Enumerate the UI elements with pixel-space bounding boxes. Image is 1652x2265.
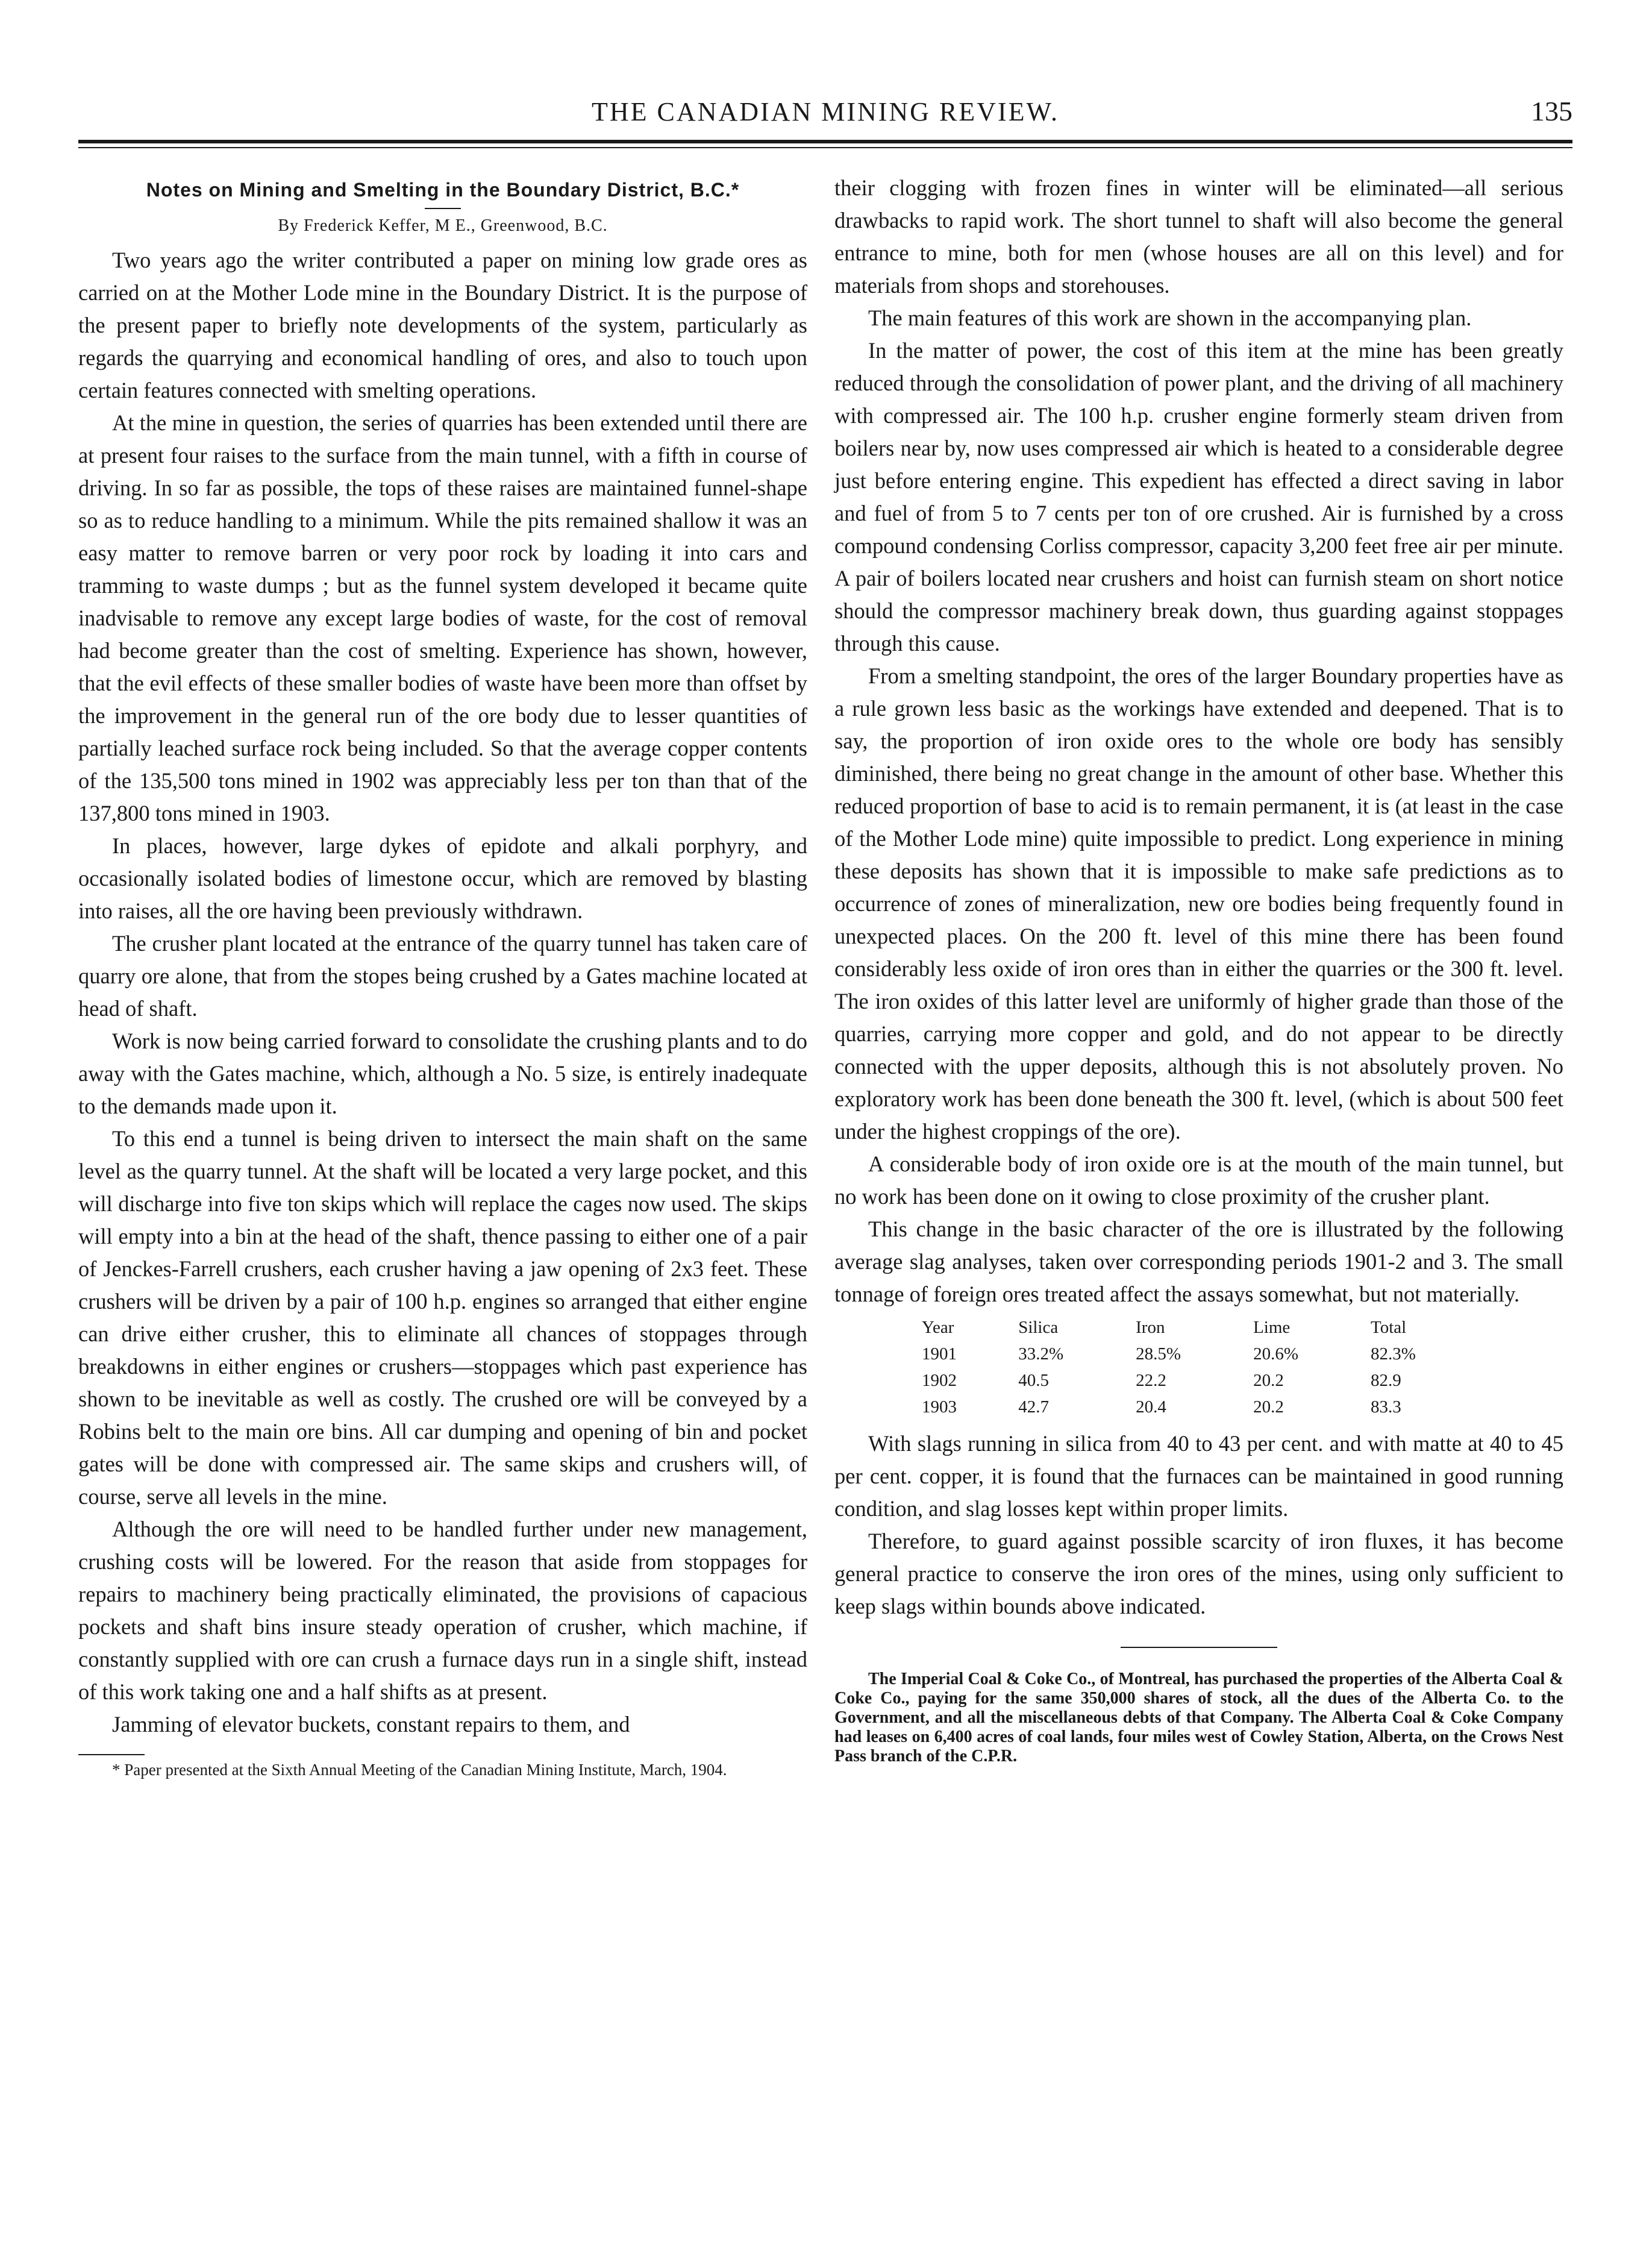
paragraph: From a smelting standpoint, the ores of the larger Boundary properties have as a rule grown less basic as the workings have extended and deepened. That is to say, the proportion of iron oxide ores to the whole ore body has sensibly diminished, there being no great change in the amount of other base. Whether this reduced proportion of base to acid is to remain permanent, it is (at least in the case of the Mother Lode mine) quite impossible to predict. Long experience in mining these deposits has shown that it is impossible to make safe predictions as to occurrence of zones of mineralization, new ore bodies being frequently found in unexpected places. On the 200 ft. level of this mine there has been found considerably less oxide of iron ores than in either the quarries or the 300 ft. level. The iron oxides of this latter level are uniformly of higher grade than those of the quarries, carrying more copper and gold, and do not appear to be directly connected with the upper deposits, although this is not absolutely proven. No exploratory work has been done beneath the 300 ft. level, (which is about 500 feet under the highest croppings of the ore). — [834, 663, 1563, 1144]
table-cell: 83.3 — [1371, 1397, 1401, 1417]
table-cell: 20.2 — [1253, 1397, 1284, 1417]
table-cell: 22.2 — [1136, 1371, 1166, 1390]
table-row — [916, 1367, 1482, 1394]
running-title: THE CANADIAN MINING REVIEW. — [592, 97, 1059, 127]
article-byline: By Frederick Keffer, M E., Greenwood, B.C. — [278, 216, 608, 235]
news-note: The Imperial Coal & Coke Co., of Montreal, has purchased the properties of the Alberta Coal & Coke Co., paying for the same 350,000 shares of stock, all the dues of the Alberta Co. to the Government, and all the miscellaneous debts of that Company. The Alberta Coal & Coke Company had leases on 6,400 acres of coal lands, four miles west of Cowley Station, Alberta, on the Crows Nest Pass branch of the C.P.R. — [834, 1670, 1563, 1765]
article-title: Notes on Mining and Smelting in the Boundary District, B.C.* — [146, 179, 740, 201]
table-cell: 40.5 — [1018, 1371, 1049, 1390]
page-number: 135 — [1531, 96, 1572, 127]
table-cell: 82.9 — [1371, 1371, 1401, 1390]
table-cell: 1903 — [922, 1397, 957, 1417]
table-cell: 82.3% — [1371, 1344, 1416, 1364]
paragraph: Work is now being carried forward to consolidate the crushing plants and to do away with the Gates machine, which, although a No. 5 size, is entirely inadequate to the demands made upon it. — [78, 1029, 807, 1118]
section-divider — [1121, 1647, 1277, 1648]
table-cell: 28.5% — [1136, 1344, 1181, 1364]
table-header: Lime — [1253, 1318, 1291, 1337]
table-header: Silica — [1018, 1318, 1059, 1337]
paragraph: Although the ore will need to be handled further under new management, crushing costs will be lowered. For the reason that aside from stoppages for repairs to machinery being practically eliminated, the provisions of capacious pockets and shaft bins insure steady operation of crusher, which machine, if constantly supplied with ore can crush a furnace days run in a single shift, instead of this work taking one and a half shifts as at present. — [78, 1517, 807, 1704]
table-header: Year — [922, 1318, 954, 1337]
paragraph: In the matter of power, the cost of this item at the mine has been greatly reduced through the consolidation of power plant, and the driving of all machinery with compressed air. The 100 h.p. crusher engine formerly steam driven from boilers near by, now uses compressed air which is heated to a considerable degree just before entering engine. This expedient has effected a direct saving in labor and fuel of from 5 to 7 cents per ton of ore crushed. Air is furnished by a cross compound condensing Corliss compressor, capacity 3,200 feet free air per minute. A pair of boilers located near crushers and hoist can furnish steam on short notice should the compressor machinery break down, thus guarding against stoppages through this cause. — [834, 338, 1563, 656]
paragraph: In places, however, large dykes of epidote and alkali porphyry, and occasionally isolated bodies of limestone occur, which are removed by blasting into raises, all the ore having been previously withdrawn. — [78, 833, 807, 923]
title-divider — [425, 208, 461, 209]
right-column — [834, 172, 1563, 1766]
paragraph: To this end a tunnel is being driven to intersect the main shaft on the same level as the quarry tunnel. At the shaft will be located a very large pocket, and this will discharge into five ton skips which will replace the cages now used. The skips will empty into a bin at the head of the shaft, thence passing to either one of a pair of Jenckes-Farrell crushers, each crusher having a jaw opening of 2x3 feet. These crushers will be driven by a pair of 100 h.p. engines so arranged that either engine can drive either crusher, this to eliminate all chances of stoppages through breakdowns in either engines or crushers—stoppages which past experience has shown to be inevitable as well as costly. The crushed ore will be conveyed by a Robins belt to the main ore bins. All car dumping and opening of bin and pocket gates will be done with compressed air. The same skips and crushers will, of course, serve all levels in the mine. — [78, 1126, 807, 1509]
paragraph: their clogging with frozen fines in winter will be eliminated—all serious drawbacks to rapid work. The short tunnel to shaft will also become the general entrance to mine, both for men (whose houses are all on this level) and for materials from shops and storehouses. — [834, 175, 1563, 298]
table-row — [916, 1394, 1482, 1420]
left-column — [78, 172, 807, 1779]
table-row — [916, 1341, 1482, 1367]
table-cell: 1901 — [922, 1344, 957, 1364]
page-header — [78, 90, 1572, 139]
table-header: Total — [1371, 1318, 1407, 1337]
paragraph: This change in the basic character of the ore is illustrated by the following average slag analyses, taken over corresponding periods 1901-2 and 3. The small tonnage of foreign ores treated affect the assays somewhat, but not materially. — [834, 1217, 1563, 1306]
table-cell: 20.2 — [1253, 1371, 1284, 1390]
table-cell: 33.2% — [1018, 1344, 1064, 1364]
table-cell: 1902 — [922, 1371, 957, 1390]
slag-analysis-table — [916, 1314, 1482, 1420]
header-rule-thick — [78, 140, 1572, 143]
paragraph: At the mine in question, the series of quarries has been extended until there are at present four raises to the surface from the main tunnel, with a fifth in course of driving. In so far as possible, the tops of these raises are maintained funnel-shape so as to reduce handling to a minimum. While the pits remained shallow it was an easy matter to remove barren or very poor rock by loading it into cars and tramming to waste dumps ; but as the funnel system developed it became quite inadvisable to remove any except large bodies of waste, for the cost of removal had become greater than the cost of smelting. Experience has shown, however, that the evil effects of these smaller bodies of waste have been more than offset by the improvement in the general run of the ore body due to lesser quantities of partially leached surface rock being included. So that the average copper contents of the 135,500 tons mined in 1902 was appreciably less per ton than that of the 137,800 tons mined in 1903. — [78, 410, 807, 825]
table-cell: 20.6% — [1253, 1344, 1298, 1364]
paragraph: Therefore, to guard against possible scarcity of iron fluxes, it has become general practice to conserve the iron ores of the mines, using only sufficient to keep slags within bounds above indicated. — [834, 1529, 1563, 1618]
footnote-divider — [78, 1754, 145, 1755]
paragraph: The main features of this work are shown in the accompanying plan. — [868, 305, 1472, 330]
table-cell: 20.4 — [1136, 1397, 1166, 1417]
paragraph: With slags running in silica from 40 to 43 per cent. and with matte at 40 to 45 per cent. copper, it is found that the furnaces can be maintained in good running condition, and slag losses kept within proper limits. — [834, 1431, 1563, 1521]
table-cell: 42.7 — [1018, 1397, 1049, 1417]
paragraph: Two years ago the writer contributed a paper on mining low grade ores as carried on at the Mother Lode mine in the Boundary District. It is the purpose of the present paper to briefly note developments of the system, particularly as regards the quarrying and economical handling of ores, and also to touch upon certain features connected with smelting operations. — [78, 248, 807, 403]
table-header: Iron — [1136, 1318, 1165, 1337]
table-header-row — [916, 1314, 1482, 1341]
paragraph: Jamming of elevator buckets, constant repairs to them, and — [112, 1712, 630, 1737]
footnote: * Paper presented at the Sixth Annual Meeting of the Canadian Mining Institute, March, 1904. — [112, 1761, 727, 1779]
paragraph: A considerable body of iron oxide ore is at the mouth of the main tunnel, but no work has been done on it owing to close proximity of the crusher plant. — [834, 1151, 1563, 1209]
paragraph: The crusher plant located at the entrance of the quarry tunnel has taken care of quarry ore alone, that from the stopes being crushed by a Gates machine located at head of shaft. — [78, 931, 807, 1021]
header-rule-thin — [78, 147, 1572, 148]
